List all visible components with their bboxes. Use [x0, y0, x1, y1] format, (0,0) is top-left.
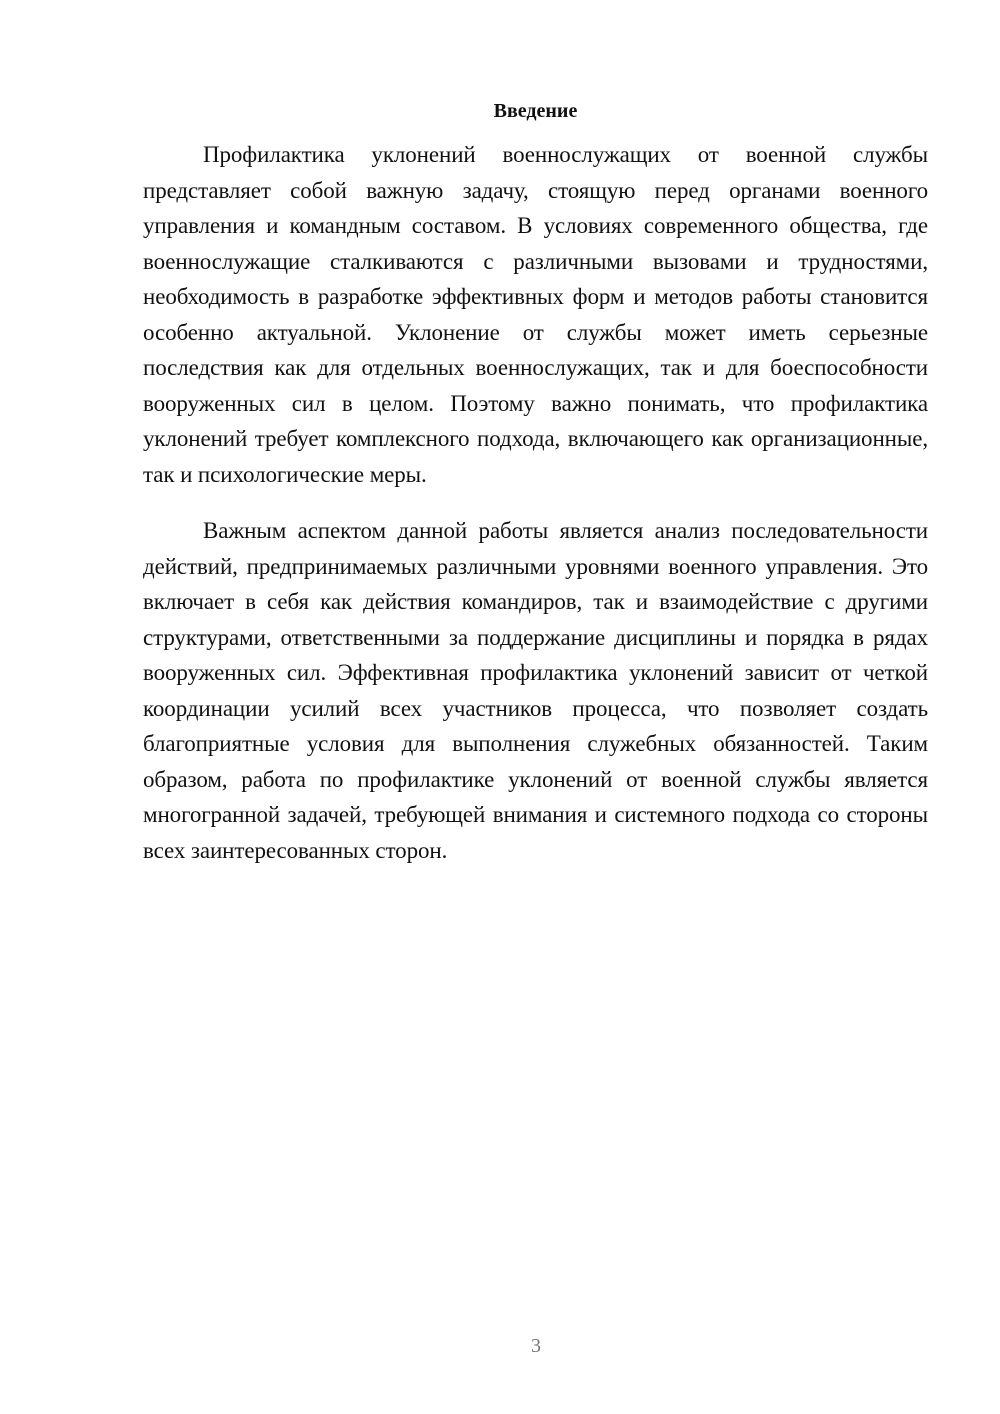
paragraph-2: Важным аспектом данной работы является анализ последовательности действий, предпринимаемых различными уровнями военного управления. Это включает в себя как действия командиров, так и взаимодействие с другими структурами, ответственными за поддержание дисциплины и порядка в рядах вооруженных сил. Эффективная профилактика уклонений зависит от четкой координации усилий всех участников процесса, что позволяет создать благоприятные условия для выполнения служебных обязанностей. Таким образом, работа по профилактике уклонений от военной службы является многогранной задачей, требующей внимания и системного подхода со стороны всех заинтересованных сторон.: [143, 518, 928, 863]
section-title: Введение: [493, 100, 578, 122]
page-number: 3: [531, 1335, 541, 1357]
page-content: [143, 96, 928, 889]
paragraph-1: Профилактика уклонений военнослужащих от военной службы представляет собой важную задачу, стоящую перед органами военного управления и командным составом. В условиях современного общества, где военнослужащие сталкиваются с различными вызовами и трудностями, необходимость в разработке эффективных форм и методов работы становится особенно актуальной. Уклонение от службы может иметь серьезные последствия как для отдельных военнослужащих, так и для боеспособности вооруженных сил в целом. Поэтому важно понимать, что профилактика уклонений требует комплексного подхода, включающего как организационные, так и психологические меры.: [143, 142, 928, 487]
